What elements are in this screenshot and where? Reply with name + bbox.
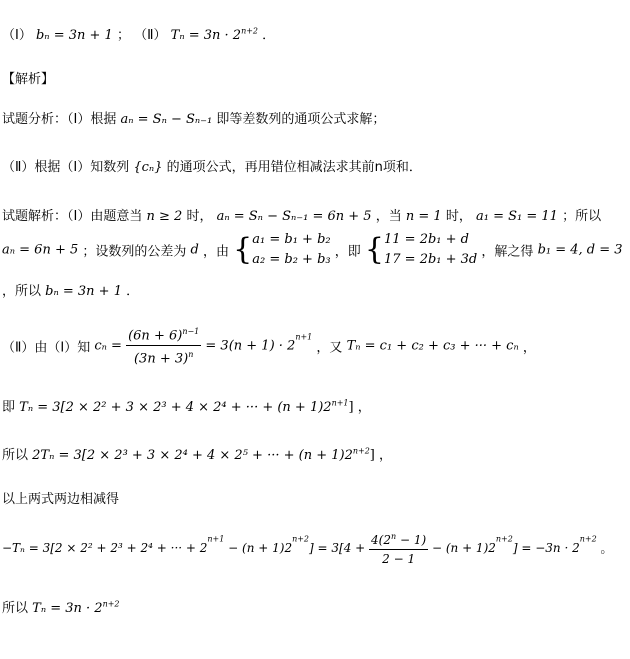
solution-line-2 xyxy=(2,230,623,270)
system-2 xyxy=(384,230,477,270)
an-formula: aₙ = Sₙ − Sₙ₋₁ = 6n + 5 xyxy=(216,209,372,224)
analysis-line-1 xyxy=(2,108,385,127)
solution-line-1 xyxy=(2,205,601,224)
final-exp-2: n+2 xyxy=(292,534,310,544)
d-var: d xyxy=(190,242,199,258)
solve-result: b₁ = 4, d = 3 xyxy=(537,242,623,258)
cn-fraction xyxy=(126,323,201,369)
n-equals-1: n = 1 xyxy=(405,209,442,224)
brace-2: { xyxy=(364,232,384,267)
suoyi-formula: 2Tₙ = 3[2 × 2³ + 3 × 2⁴ + 4 × 2⁵ + ··· + (n + 1)2 xyxy=(32,448,353,463)
part2-line xyxy=(2,323,536,369)
conclusion-exp: n+2 xyxy=(102,599,120,609)
period: ． xyxy=(262,28,276,43)
also-text: ，又 xyxy=(316,340,343,356)
part2-label: （Ⅱ） xyxy=(134,28,167,43)
ji-line xyxy=(2,396,371,415)
final-fraction xyxy=(369,528,428,568)
tn-formula: Tₙ = 3n · 2 xyxy=(170,28,242,43)
frac-denominator: (3n + 3) xyxy=(133,351,189,367)
system-2-eq-1: 11 = 2b₁ + d xyxy=(384,232,469,247)
text-solve: ，解之得 xyxy=(481,244,534,260)
frac-numerator: (6n + 6) xyxy=(128,328,183,344)
text-diff: ；设数列的公差为 xyxy=(82,244,187,260)
suoyi-bracket: ] xyxy=(369,448,375,463)
ji-bracket: ] xyxy=(348,400,354,415)
suoyi-exp: n+2 xyxy=(352,446,370,456)
mid-text: ，当 xyxy=(375,209,402,224)
condition-n: n ≥ 2 xyxy=(146,209,183,224)
ji-tail: ， xyxy=(357,400,371,415)
final-equation xyxy=(2,528,613,568)
answer-line xyxy=(2,24,275,43)
subtract-line: 以上两式两边相减得 xyxy=(2,492,120,507)
final-exp-3: n+2 xyxy=(495,534,513,544)
tn-exponent: n+2 xyxy=(241,26,259,36)
ji-formula: Tₙ = 3[2 × 2² + 3 × 2³ + 4 × 2⁴ + ··· + (n + 1)2 xyxy=(19,400,332,415)
conclusion-formula: Tₙ = 3n · 2 xyxy=(32,601,103,616)
period-2: ． xyxy=(126,284,140,299)
analysis-heading: 【解析】 xyxy=(2,72,55,87)
final-frac-num-end: − 1) xyxy=(396,533,427,547)
analysis-formula: aₙ = Sₙ − Sₙ₋₁ xyxy=(120,112,213,127)
suoyi-tail: ， xyxy=(379,448,393,463)
conclusion-line xyxy=(2,597,120,616)
final-lhs: −Tₙ = 3[2 × 2² + 2³ + 2⁴ + ··· + 2 xyxy=(2,541,208,555)
final-frac-num: 4(2 xyxy=(371,533,391,547)
analysis2-rest: 的通项公式，再用错位相减法求其前n项和． xyxy=(166,160,422,175)
analysis-rest: 即等差数列的通项公式求解； xyxy=(216,112,386,127)
system-1 xyxy=(252,230,330,270)
ji-exp: n+1 xyxy=(331,398,349,408)
bn-final: bₙ = 3n + 1 xyxy=(45,284,122,299)
frac-den-exp: n xyxy=(188,350,194,360)
suoyi-label: 所以 xyxy=(2,448,29,463)
system-1-eq-1: a₁ = b₁ + b₂ xyxy=(252,232,331,247)
cn-label: cₙ = xyxy=(94,338,122,354)
ji-label: 即 xyxy=(2,400,16,415)
analysis2-formula: {cₙ} xyxy=(133,160,163,175)
suoyi-line xyxy=(2,444,392,463)
final-frac-num-exp: n xyxy=(391,532,397,541)
tn-sum: Tₙ = c₁ + c₂ + c₃ + ··· + cₙ xyxy=(346,338,519,354)
text-that-is: ，即 xyxy=(334,244,361,260)
therefore-text: ；所以 xyxy=(562,209,602,224)
solution-line-3 xyxy=(2,280,139,299)
final-exp-4: n+2 xyxy=(579,534,597,544)
analysis2-label: （Ⅱ）根据（Ⅰ）知数列 xyxy=(2,160,130,175)
part2-text: （Ⅱ）由（Ⅰ）知 xyxy=(2,340,91,356)
so-text: ，所以 xyxy=(2,284,42,299)
frac-num-exp: n−1 xyxy=(182,327,200,336)
final-mid: − (n + 1)2 xyxy=(224,541,293,555)
system-1-eq-2: a₂ = b₂ + b₃ xyxy=(252,252,331,267)
final-end: 。 xyxy=(600,541,613,556)
text-from: ，由 xyxy=(203,244,230,260)
final-after: − (n + 1)2 xyxy=(428,541,496,555)
solution-label: 试题解析：（Ⅰ）由题意当 xyxy=(2,209,143,224)
part1-label: （Ⅰ） xyxy=(2,28,32,43)
a1-formula: a₁ = S₁ = 11 xyxy=(475,209,558,224)
cn-exp: n+1 xyxy=(295,332,313,342)
when-text: 时， xyxy=(186,209,213,224)
final-mid2: ] = 3[4 + xyxy=(309,541,366,555)
system-2-eq-2: 17 = 2b₁ + 3d xyxy=(384,252,478,267)
final-after2: ] = −3n · 2 xyxy=(512,541,580,555)
final-frac-den: 2 − 1 xyxy=(382,552,416,566)
bn-formula: bₙ = 3n + 1 xyxy=(35,28,113,43)
separator: ； xyxy=(116,28,130,43)
when-text-2: 时， xyxy=(445,209,472,224)
analysis-line-2 xyxy=(2,156,422,175)
an-result: aₙ = 6n + 5 xyxy=(2,242,79,258)
comma: ， xyxy=(522,340,536,356)
final-exp-1: n+1 xyxy=(207,534,225,544)
analysis-label: 试题分析：（Ⅰ）根据 xyxy=(2,112,117,127)
brace-1: { xyxy=(233,232,253,267)
conclusion-label: 所以 xyxy=(2,601,29,616)
cn-simplified: = 3(n + 1) · 2 xyxy=(205,338,296,354)
